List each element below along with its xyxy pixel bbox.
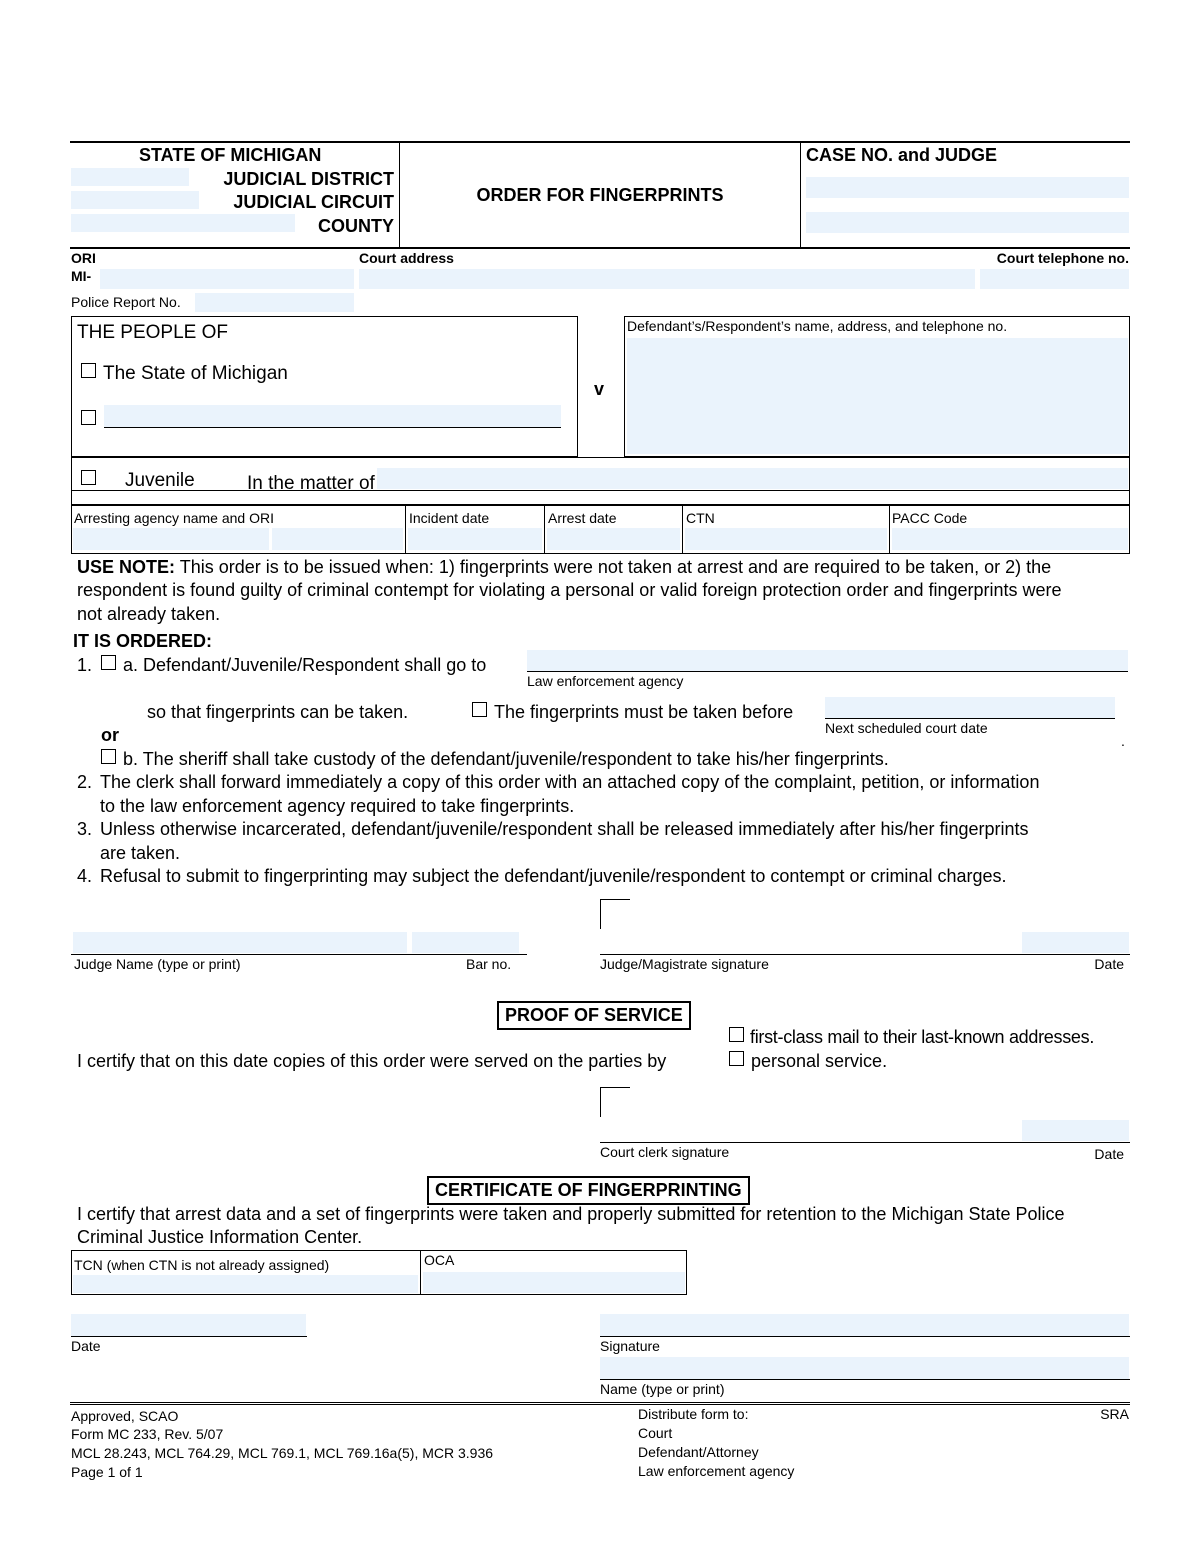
tcn-field[interactable]	[73, 1275, 418, 1293]
use-note-line-2: respondent is found guilty of criminal contempt for violating a personal or valid foreign protection order and fingerprints were	[77, 580, 1062, 600]
clerk-signature-label: Court clerk signature	[600, 1144, 730, 1160]
item-1a-text: a. Defendant/Juvenile/Respondent shall go to	[123, 655, 487, 675]
law-enforcement-agency-field[interactable]	[527, 650, 1128, 672]
case-no-label: CASE NO. and JUDGE	[806, 145, 998, 165]
divider	[420, 1250, 421, 1295]
signature-corner	[600, 1087, 601, 1117]
agency-ori-field[interactable]	[272, 528, 403, 550]
distribute-court: Court	[638, 1425, 673, 1441]
statute-references: MCL 28.243, MCL 764.29, MCL 769.1, MCL 769.16a(5), MCR 3.936	[71, 1445, 494, 1461]
judge-name-label: Judge Name (type or print)	[74, 956, 241, 972]
item-2-line-2: to the law enforcement agency required to take fingerprints.	[100, 796, 575, 816]
item-4-number: 4.	[77, 866, 93, 886]
item-1b-text: b. The sheriff shall take custody of the defendant/juvenile/respondent to take his/her fingerprints.	[123, 749, 889, 769]
incident-date-field[interactable]	[408, 528, 542, 550]
ctn-label: CTN	[686, 510, 715, 526]
divider	[544, 505, 545, 554]
period: .	[1121, 733, 1125, 749]
ori-label: ORI	[71, 250, 96, 266]
item-4-text: Refusal to submit to fingerprinting may subject the defendant/juvenile/respondent to contempt or criminal charges.	[100, 866, 1007, 886]
certificate-heading: CERTIFICATE OF FINGERPRINTING	[427, 1176, 750, 1205]
clerk-date-field[interactable]	[1022, 1120, 1129, 1141]
juvenile-checkbox[interactable]	[81, 470, 96, 485]
matter-of-label: In the matter of	[247, 473, 375, 494]
signature-corner	[600, 899, 630, 900]
circuit-label: JUDICIAL CIRCUIT	[233, 192, 394, 212]
clerk-date-label: Date	[1094, 1146, 1124, 1162]
tcn-label: TCN (when CTN is not already assigned)	[74, 1257, 330, 1273]
sra-label: SRA	[1100, 1406, 1129, 1422]
divider	[800, 142, 801, 248]
certificate-name-label: Name (type or print)	[600, 1381, 725, 1397]
defendant-field[interactable]	[627, 338, 1128, 454]
certificate-signature-field[interactable]	[600, 1314, 1129, 1336]
oca-label: OCA	[424, 1252, 455, 1268]
arresting-agency-field[interactable]	[73, 528, 269, 550]
certificate-name-rule	[600, 1379, 1130, 1380]
bar-no-field[interactable]	[412, 932, 519, 953]
police-report-field[interactable]	[195, 293, 354, 312]
defendant-label: Defendant’s/Respondent’s name, address, and telephone no.	[627, 318, 1008, 334]
oca-field[interactable]	[423, 1272, 685, 1293]
distribute-defendant: Defendant/Attorney	[638, 1444, 759, 1460]
arresting-agency-label: Arresting agency name and ORI	[74, 510, 274, 526]
certificate-line-2: Criminal Justice Information Center.	[77, 1227, 363, 1247]
divider	[889, 505, 890, 554]
other-plaintiff-field[interactable]	[104, 405, 561, 428]
judge-name-rule	[71, 954, 527, 955]
certificate-date-label: Date	[71, 1338, 101, 1354]
court-phone-field[interactable]	[980, 269, 1129, 289]
form-title: ORDER FOR FINGERPRINTS	[476, 185, 724, 205]
lea-caption: Law enforcement agency	[527, 673, 684, 689]
judge-name-field[interactable]	[73, 932, 407, 953]
other-plaintiff-checkbox[interactable]	[81, 410, 96, 425]
judge-field[interactable]	[806, 212, 1129, 233]
judge-date-label: Date	[1094, 956, 1124, 972]
item-1-number: 1.	[77, 655, 93, 675]
matter-of-field[interactable]	[377, 468, 1128, 489]
juvenile-label: Juvenile	[125, 470, 195, 491]
signature-corner	[600, 899, 601, 929]
pacc-label: PACC Code	[892, 510, 968, 526]
certificate-line-1: I certify that arrest data and a set of fingerprints were taken and properly submitted for retention to the Michigan State Police	[77, 1204, 1065, 1224]
footer-rule	[70, 1402, 1130, 1405]
must-before-text: The fingerprints must be taken before	[494, 702, 794, 722]
county-label: COUNTY	[318, 216, 394, 236]
district-field[interactable]	[71, 168, 189, 186]
versus-label: v	[594, 379, 605, 399]
approved-label: Approved, SCAO	[71, 1408, 179, 1424]
mail-label: first-class mail to their last-known addresses.	[750, 1027, 1095, 1047]
item-1a-checkbox[interactable]	[101, 655, 116, 670]
certificate-signature-label: Signature	[600, 1338, 660, 1354]
top-rule	[70, 141, 1130, 143]
arrest-date-field[interactable]	[547, 528, 680, 550]
certificate-date-field[interactable]	[71, 1314, 306, 1336]
clerk-signature-rule	[600, 1142, 1130, 1143]
state-of-michigan-checkbox[interactable]	[81, 363, 96, 378]
signature-corner	[600, 1087, 630, 1088]
case-no-field[interactable]	[806, 177, 1129, 198]
item-3-number: 3.	[77, 819, 93, 839]
state-of-michigan-label: The State of Michigan	[103, 363, 288, 384]
page-number: Page 1 of 1	[71, 1464, 143, 1480]
police-report-label: Police Report No.	[71, 294, 181, 310]
next-date-caption: Next scheduled court date	[825, 720, 988, 736]
item-1b-checkbox[interactable]	[101, 749, 116, 764]
so-that-text: so that fingerprints can be taken.	[147, 702, 409, 722]
distribute-label: Distribute form to:	[638, 1406, 749, 1422]
people-of-label: THE PEOPLE OF	[77, 322, 228, 343]
form-number: Form MC 233, Rev. 5/07	[71, 1426, 224, 1442]
judge-date-field[interactable]	[1022, 932, 1129, 953]
court-address-label: Court address	[359, 250, 454, 266]
divider	[682, 505, 683, 554]
incident-date-label: Incident date	[409, 510, 490, 526]
use-note-line-1	[77, 557, 1051, 578]
personal-service-checkbox[interactable]	[729, 1051, 744, 1066]
or-label: or	[101, 725, 119, 745]
item-2-number: 2.	[77, 772, 93, 792]
state-label: STATE OF MICHIGAN	[139, 145, 322, 165]
mi-label: MI-	[71, 268, 92, 284]
county-field[interactable]	[71, 214, 295, 232]
circuit-field[interactable]	[71, 191, 199, 209]
certificate-signature-rule	[600, 1336, 1130, 1337]
distribute-lea: Law enforcement agency	[638, 1463, 795, 1479]
row-rule	[71, 490, 1130, 491]
item-3-line-2: are taken.	[100, 843, 181, 863]
proof-certify-text: I certify that on this date copies of this order were served on the parties by	[77, 1051, 667, 1071]
ori-field[interactable]	[100, 269, 354, 289]
judge-signature-rule	[600, 954, 1130, 955]
item-2-line-1: The clerk shall forward immediately a copy of this order with an attached copy of the complaint, petition, or information	[100, 772, 1040, 792]
proof-heading: PROOF OF SERVICE	[497, 1001, 691, 1030]
use-note-line-3: not already taken.	[77, 604, 221, 624]
court-phone-label: Court telephone no.	[996, 250, 1129, 266]
judge-signature-label: Judge/Magistrate signature	[600, 956, 769, 972]
must-before-checkbox[interactable]	[472, 702, 487, 717]
arrest-date-label: Arrest date	[548, 510, 617, 526]
certificate-date-rule	[71, 1336, 307, 1337]
divider	[405, 505, 406, 554]
certificate-name-field[interactable]	[600, 1357, 1129, 1379]
use-note-text: This order is to be issued when: 1) fingerprints were not taken at arrest and are required to be taken, or 2) the	[179, 557, 1052, 577]
bar-no-label: Bar no.	[466, 956, 512, 972]
court-address-field[interactable]	[359, 269, 975, 289]
personal-service-label: personal service.	[751, 1051, 888, 1071]
next-court-date-field[interactable]	[825, 697, 1115, 719]
district-label: JUDICIAL DISTRICT	[223, 169, 394, 189]
pacc-field[interactable]	[892, 528, 1128, 550]
use-note-label: USE NOTE:	[77, 557, 176, 577]
item-3-line-1: Unless otherwise incarcerated, defendant/juvenile/respondent shall be released immediately after his/her fingerprints	[100, 819, 1029, 839]
ctn-field[interactable]	[685, 528, 887, 550]
mail-checkbox[interactable]	[729, 1027, 744, 1042]
ordered-heading: IT IS ORDERED:	[73, 631, 213, 651]
header-bottom-rule	[70, 247, 1130, 249]
